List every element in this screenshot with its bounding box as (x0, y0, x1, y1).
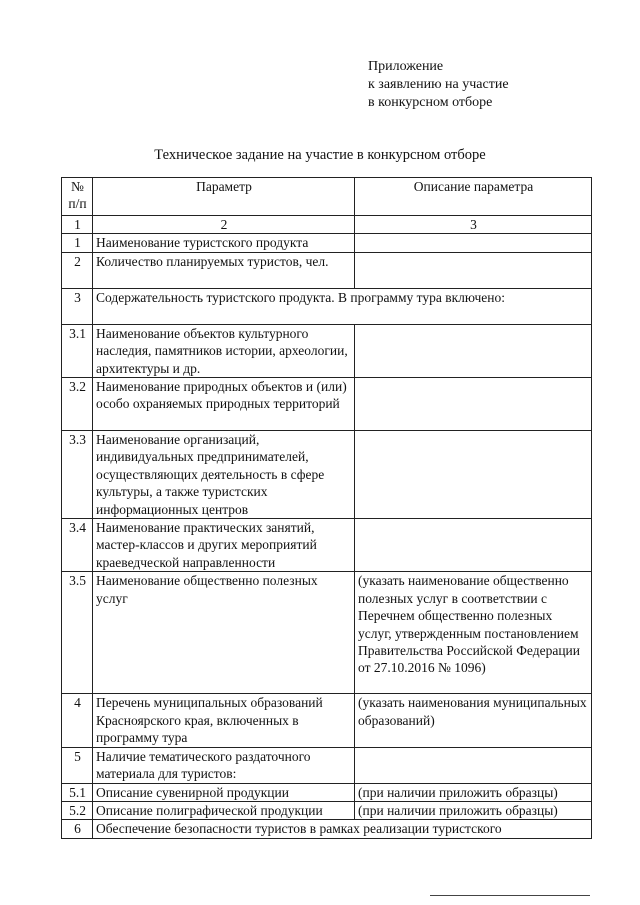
header-num: № п/п (62, 178, 93, 216)
row-desc (355, 519, 592, 572)
row-desc: (при наличии приложить образцы) (355, 801, 592, 819)
row-num: 5 (62, 747, 93, 783)
row-param: Содержательность туристского продукта. В программу тура включено: (93, 288, 592, 324)
table-header-row (62, 178, 592, 216)
document-title: Техническое задание на участие в конкурсном отборе (154, 147, 486, 163)
appendix-line-3: в конкурсном отборе (368, 95, 493, 110)
row-param: Описание полиграфической продукции (93, 801, 355, 819)
spec-table (61, 177, 592, 839)
row-num: 3 (62, 288, 93, 324)
row-desc: (указать наименования муниципальных образований) (355, 694, 592, 747)
row-num: 3.2 (62, 378, 93, 431)
row-num: 3.5 (62, 572, 93, 694)
column-number: 3 (355, 216, 592, 234)
row-param: Наименование природных объектов и (или) особо охраняемых природных территорий (93, 378, 355, 431)
column-number: 2 (93, 216, 355, 234)
row-desc: (указать наименование общественно полезных услуг в соответствии с Перечнем общественно полезных услуг, утвержденным постановлением Правительства Российской Федерации от 27.10.2016 № 1096) (355, 572, 592, 694)
row-desc (355, 431, 592, 519)
column-numbers-row (62, 216, 592, 234)
row-param: Наименование туристского продукта (93, 234, 355, 252)
table-row (62, 783, 592, 801)
header-desc: Описание параметра (355, 178, 592, 216)
row-num: 3.1 (62, 324, 93, 377)
table-row (62, 572, 592, 694)
table-row (62, 820, 592, 838)
table-row (62, 324, 592, 377)
row-desc (355, 378, 592, 431)
row-param: Описание сувенирной продукции (93, 783, 355, 801)
row-param: Наименование практических занятий, мастер-классов и других мероприятий краеведческой направленности (93, 519, 355, 572)
table-row (62, 694, 592, 747)
row-param: Перечень муниципальных образований Красноярского края, включенных в программу тура (93, 694, 355, 747)
row-num: 2 (62, 252, 93, 288)
row-param: Наличие тематического раздаточного материала для туристов: (93, 747, 355, 783)
bottom-divider (430, 895, 590, 896)
row-desc (355, 252, 592, 288)
row-num: 1 (62, 234, 93, 252)
row-param: Количество планируемых туристов, чел. (93, 252, 355, 288)
row-num: 3.4 (62, 519, 93, 572)
table-row (62, 378, 592, 431)
appendix-line-1: Приложение (368, 59, 444, 74)
row-num: 6 (62, 820, 93, 838)
header-param: Параметр (93, 178, 355, 216)
table-row (62, 288, 592, 324)
row-num: 5.1 (62, 783, 93, 801)
appendix-line-2: к заявлению на участие (368, 77, 509, 92)
row-param: Наименование объектов культурного наследия, памятников истории, археологии, архитектуры и др. (93, 324, 355, 377)
row-desc (355, 234, 592, 252)
row-desc: (при наличии приложить образцы) (355, 783, 592, 801)
row-num: 3.3 (62, 431, 93, 519)
table-row (62, 234, 592, 252)
table-row (62, 252, 592, 288)
table-row (62, 747, 592, 783)
table-row (62, 431, 592, 519)
table-row (62, 801, 592, 819)
row-param: Наименование организаций, индивидуальных предпринимателей, осуществляющих деятельность в сфере культуры, а также туристских информационных центров (93, 431, 355, 519)
row-desc (355, 747, 592, 783)
column-number: 1 (62, 216, 93, 234)
table-row (62, 519, 592, 572)
row-param: Наименование общественно полезных услуг (93, 572, 355, 694)
row-param: Обеспечение безопасности туристов в рамках реализации туристского (93, 820, 592, 838)
appendix-header (368, 58, 509, 112)
row-num: 5.2 (62, 801, 93, 819)
row-desc (355, 324, 592, 377)
row-num: 4 (62, 694, 93, 747)
